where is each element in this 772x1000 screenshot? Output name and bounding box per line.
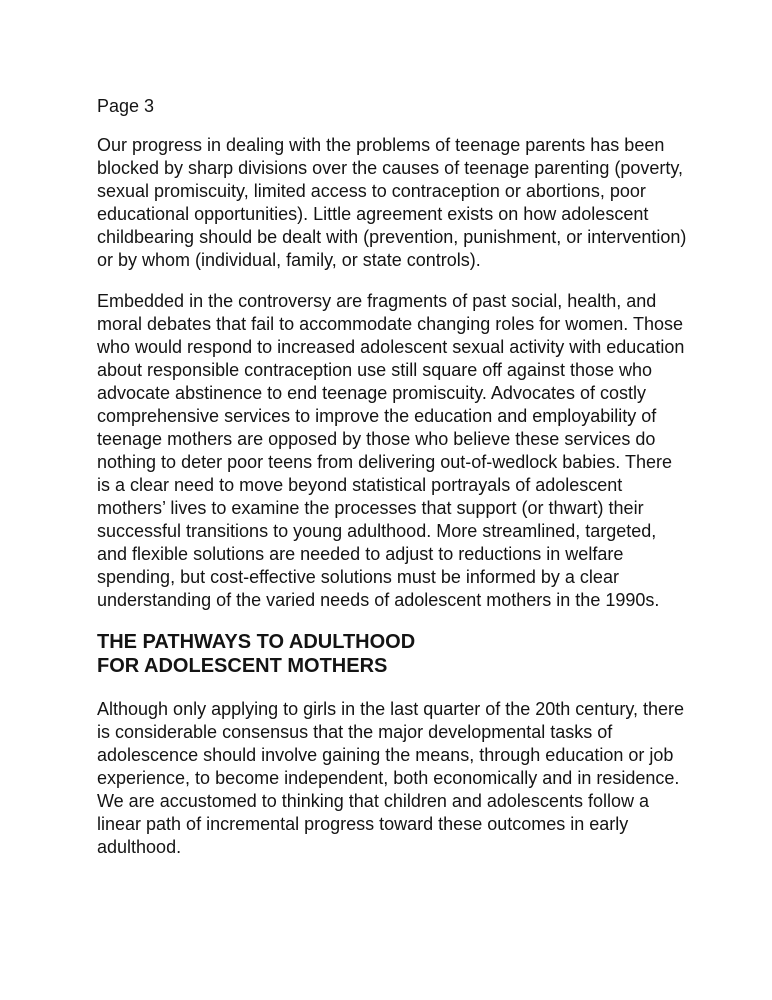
paragraph-teenage-parents: Our progress in dealing with the problems of teenage parents has been blocked by sharp divisions over the causes of teenage parenting (poverty, sexual promiscuity, limited access to contraception or abortions, poor educational opportunities). Little agreement exists on how adolescent childbearing should be dealt with (prevention, punishment, or intervention) or by whom (individual, family, or state controls). [97, 135, 687, 270]
section-heading [97, 630, 687, 678]
page-content [97, 95, 687, 877]
page-number-label: Page 3 [97, 96, 155, 116]
section-heading-line-2: FOR ADOLESCENT MOTHERS [97, 655, 388, 677]
paragraph-pathways: Although only applying to girls in the last quarter of the 20th century, there is considerable consensus that the major developmental tasks of adolescence should involve gaining the means, through education or job experience, to become independent, both economically and in residence. We are accustomed to thinking that children and adolescents follow a linear path of incremental progress toward these outcomes in early adulthood. [97, 699, 685, 857]
section-heading-line-1: THE PATHWAYS TO ADULTHOOD [97, 631, 416, 653]
paragraph-controversy: Embedded in the controversy are fragments of past social, health, and moral debates that fail to accommodate changing roles for women. Those who would respond to increased adolescent sexual activity with education about responsible contraception use still square off against those who advocate abstinence to end teenage promiscuity. Advocates of costly comprehensive services to improve the education and employability of teenage mothers are opposed by those who believe these services do nothing to deter poor teens from delivering out-of-wedlock babies. There is a clear need to move beyond statistical portrayals of adolescent mothers’ lives to examine the processes that support (or thwart) their successful transitions to young adulthood. More streamlined, targeted, and flexible solutions are needed to adjust to reductions in welfare spending, but cost-effective solutions must be informed by a clear understanding of the varied needs of adolescent mothers in the 1990s. [97, 291, 685, 610]
